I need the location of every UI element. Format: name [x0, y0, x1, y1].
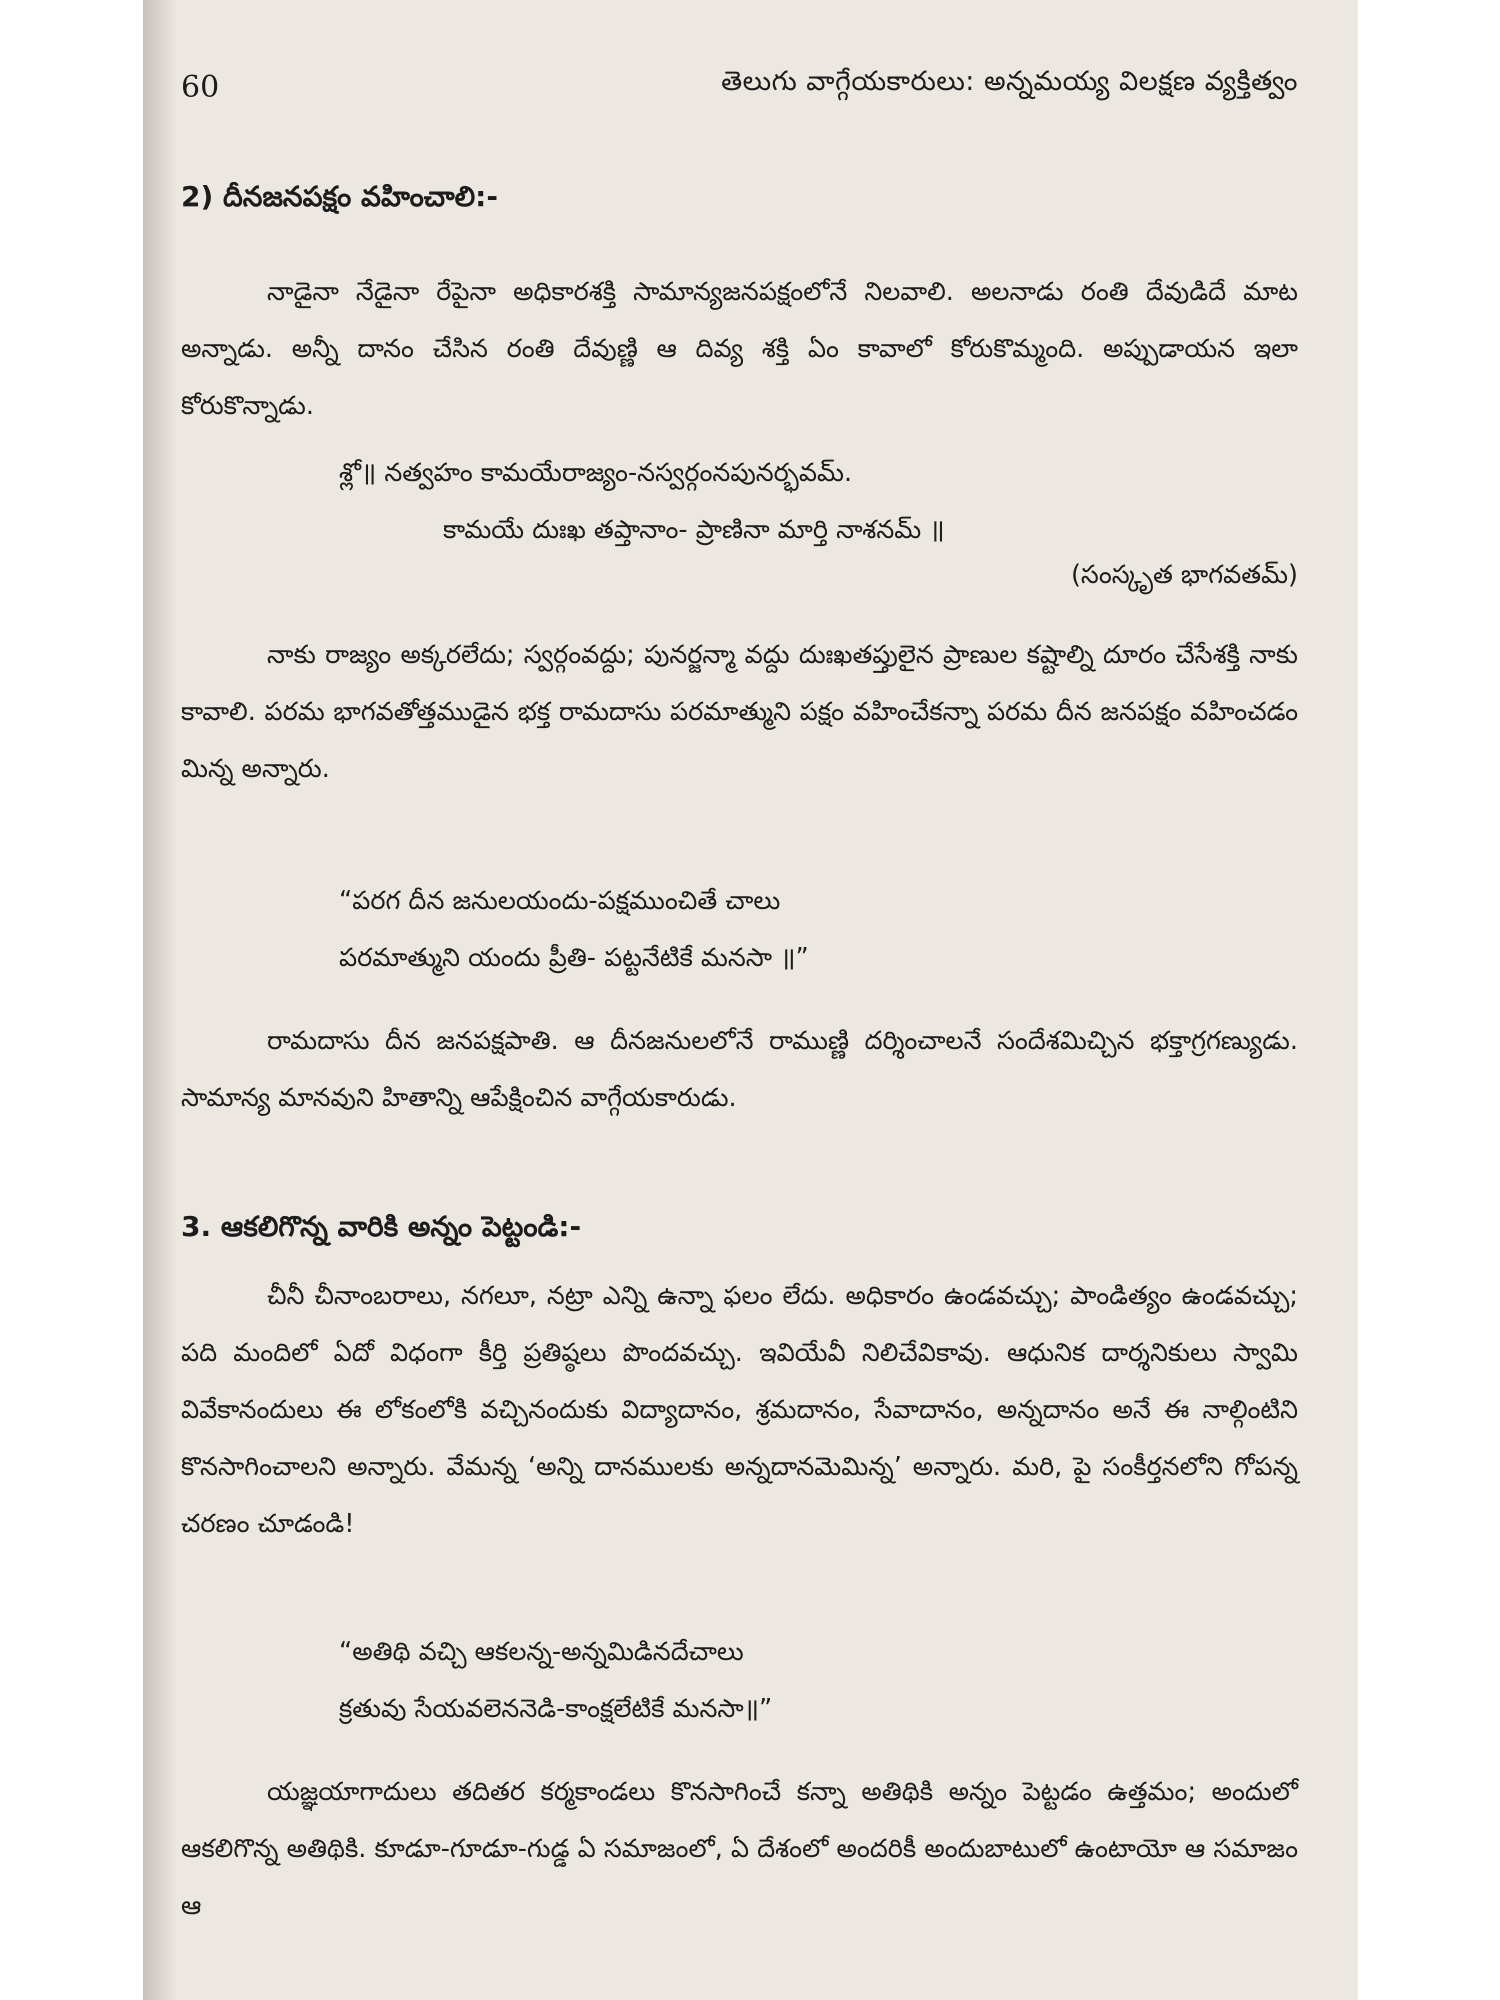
- verse-line-2: పరమాత్ముని యందు ప్రీతి- పట్టనేటికే మనసా ॥”: [339, 943, 809, 973]
- book-page: [143, 0, 1358, 2000]
- paragraph-text: రామదాసు దీన జనపక్షపాతి. ఆ దీనజనులలోనే రాముణ్ణి దర్శించాలనే సందేశమిచ్చిన భక్తాగ్రగణ్యుడు. సామాన్య మానవుని హితాన్ని ఆపేక్షించిన వాగ్గేయకారుడు.: [181, 1026, 1298, 1113]
- section-2-paragraph-1: [181, 264, 1298, 435]
- section-2-paragraph-2: [181, 627, 1298, 798]
- section-3-paragraph-1: [181, 1268, 1298, 1553]
- shloka-line-2: కామయే దుఃఖ తప్తానాం- ప్రాణినా మార్తి నాశనమ్ ॥: [443, 515, 945, 545]
- page-gutter-shadow: [143, 0, 177, 2000]
- page-number: 60: [181, 70, 220, 105]
- section-2-heading: 2) దీనజనపక్షం వహించాలి:-: [181, 180, 498, 213]
- verse-line-1: “అతిథి వచ్చి ఆకలన్న-అన్నమిడినదేచాలు: [339, 1637, 744, 1667]
- paragraph-text: నాకు రాజ్యం అక్కరలేదు; స్వర్గంవద్దు; పునర్జన్మా వద్దు దుఃఖతప్తులైన ప్రాణుల కష్టాల్ని దూరం చేసేశక్తి నాకు కావాలి. పరమ భాగవతోత్తముడైన భక్త రామదాసు పరమాత్ముని పక్షం వహించేకన్నా పరమ దీన జనపక్షం వహించడం మిన్న అన్నారు.: [181, 640, 1298, 784]
- section-3-paragraph-2: [181, 1764, 1298, 1935]
- paragraph-text: చీనీ చీనాంబరాలు, నగలూ, నట్రా ఎన్ని ఉన్నా ఫలం లేదు. అధికారం ఉండవచ్చు; పాండిత్యం ఉండవచ్చు; పది మందిలో ఏదో విధంగా కీర్తి ప్రతిష్ఠలు పొందవచ్చు. ఇవియేవీ నిలిచేవికావు. ఆధునిక దార్శనికులు స్వామి వివేకానందులు ఈ లోకంలోకి వచ్చినందుకు విద్యాదానం, శ్రమదానం, సేవాదానం, అన్నదానం అనే ఈ నాల్గింటిని కొనసాగించాలని అన్నారు. వేమన్న ‘అన్ని దానములకు అన్నదానమెమిన్న’ అన్నారు. మరి, పై సంకీర్తనలోని గోపన్న చరణం చూడండి!: [181, 1281, 1298, 1539]
- section-3-heading: 3. ఆకలిగొన్న వారికి అన్నం పెట్టండి:-: [181, 1210, 582, 1243]
- paragraph-text: నాడైనా నేడైనా రేపైనా అధికారశక్తి సామాన్యజనపక్షంలోనే నిలవాలి. అలనాడు రంతి దేవుడిదే మాట అన్నాడు. అన్నీ దానం చేసిన రంతి దేవుణ్ణి ఆ దివ్య శక్తి ఏం కావాలో కోరుకొమ్మంది. అప్పుడాయన ఇలా కోరుకొన్నాడు.: [181, 277, 1298, 421]
- verse-line-2: క్రతువు సేయవలెననెడి-కాంక్షలేటికే మనసా॥”: [339, 1694, 773, 1724]
- verse-line-1: “పరగ దీన జనులయందు-పక్షముంచితే చాలు: [339, 886, 781, 916]
- running-head: తెలుగు వాగ్గేయకారులు: అన్నమయ్య విలక్షణ వ్యక్తిత్వం: [721, 66, 1298, 97]
- paragraph-text: యజ్ఞయాగాదులు తదితర కర్మకాండలు కొనసాగించే కన్నా అతిథికి అన్నం పెట్టడం ఉత్తమం; అందులో ఆకలిగొన్న అతిథికి. కూడూ-గూడూ-గుడ్డ ఏ సమాజంలో, ఏ దేశంలో అందరికీ అందుబాటులో ఉంటాయో ఆ సమాజం ఆ: [181, 1777, 1298, 1921]
- shloka-line-1: శ్లో॥ నత్వహం కామయేరాజ్యం-నస్వర్గంనపునర్భవమ్.: [339, 458, 853, 488]
- shloka-source: (సంస్కృత భాగవతమ్): [1070, 560, 1298, 590]
- section-2-paragraph-3: [181, 1013, 1298, 1127]
